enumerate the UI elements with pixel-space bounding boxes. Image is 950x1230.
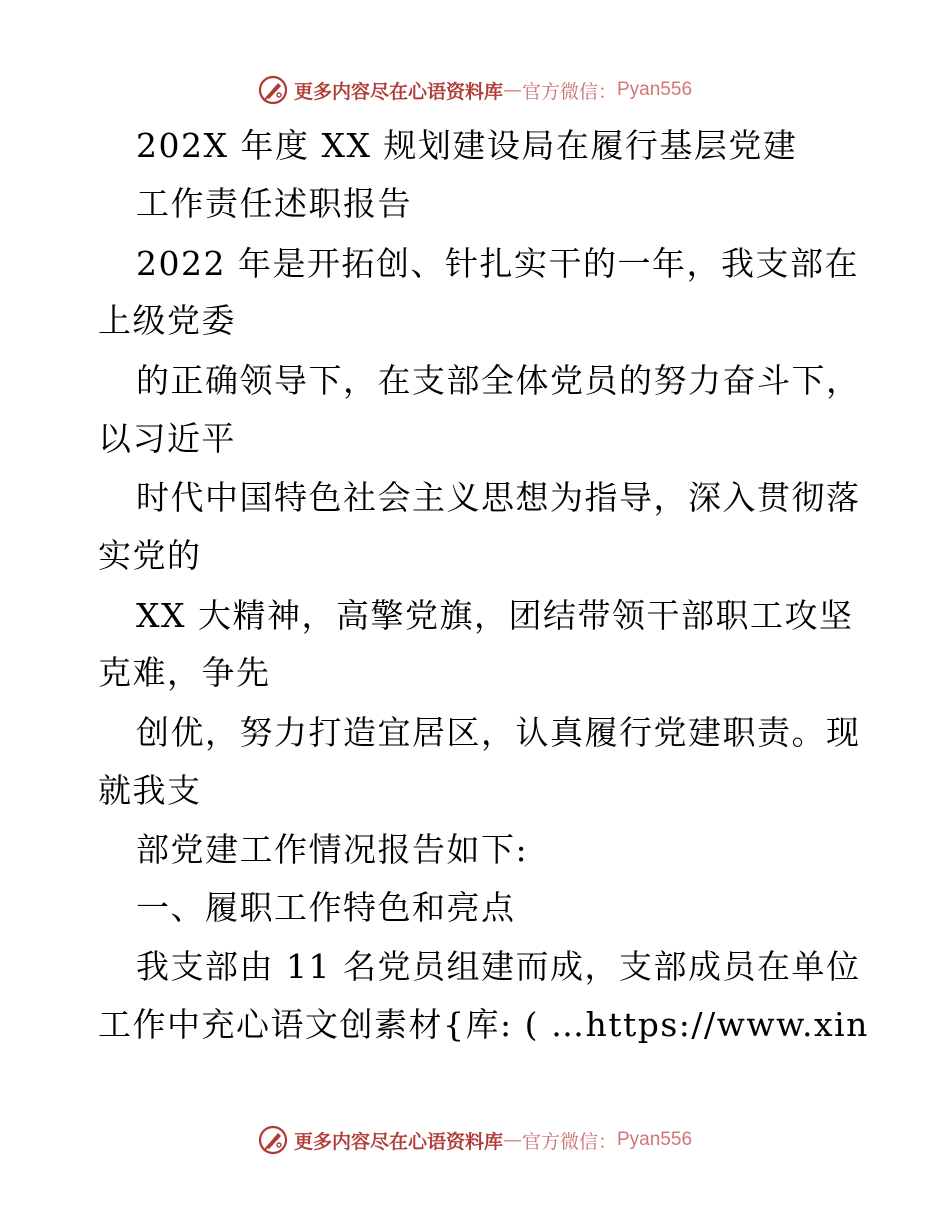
separator-dash: —	[502, 79, 522, 101]
official-wechat-label: 官方微信：	[521, 80, 617, 103]
text-line: 就我支	[98, 771, 202, 810]
promo-text: 更多内容尽在心语资料库	[293, 1130, 503, 1153]
title-line-2: 工作责任述职报告	[136, 184, 412, 223]
promo-text: 更多内容尽在心语资料库	[293, 80, 503, 103]
text-line: 工作中充心语文创素材{库: ( …https://www.xin	[98, 1005, 869, 1044]
separator-dash: —	[502, 1129, 522, 1151]
text-line: 上级党委	[98, 301, 236, 340]
footer-watermark	[0, 1120, 950, 1160]
wechat-account: Pyan556	[617, 1129, 693, 1150]
text-line: 克难，争先	[98, 653, 271, 692]
text-line: 时代中国特色社会主义思想为指导，深入贯彻落	[136, 478, 861, 517]
header-watermark	[0, 70, 950, 110]
section-heading: 一、履职工作特色和亮点	[136, 888, 516, 927]
text-line: 创优，努力打造宜居区，认真履行党建职责。现	[136, 713, 861, 752]
official-wechat-label: 官方微信：	[521, 1130, 617, 1153]
text-line: 的正确领导下，在支部全体党员的努力奋斗下，	[136, 361, 861, 400]
wechat-account: Pyan556	[617, 79, 693, 100]
text-line: 部党建工作情况报告如下:	[136, 830, 529, 869]
quill-logo-icon	[258, 1125, 288, 1155]
text-line: 我支部由 11 名党员组建而成，支部成员在单位	[136, 947, 861, 986]
text-line: 以习近平	[98, 419, 236, 458]
quill-logo-icon	[258, 75, 288, 105]
text-line: 2022 年是开拓创、针扎实干的一年，我支部在	[136, 244, 859, 283]
text-line: 实党的	[98, 536, 202, 575]
text-line: XX 大精神，高擎党旗，团结带领干部职工攻坚	[136, 596, 854, 635]
title-line-1: 202X 年度 XX 规划建设局在履行基层党建	[136, 126, 798, 165]
